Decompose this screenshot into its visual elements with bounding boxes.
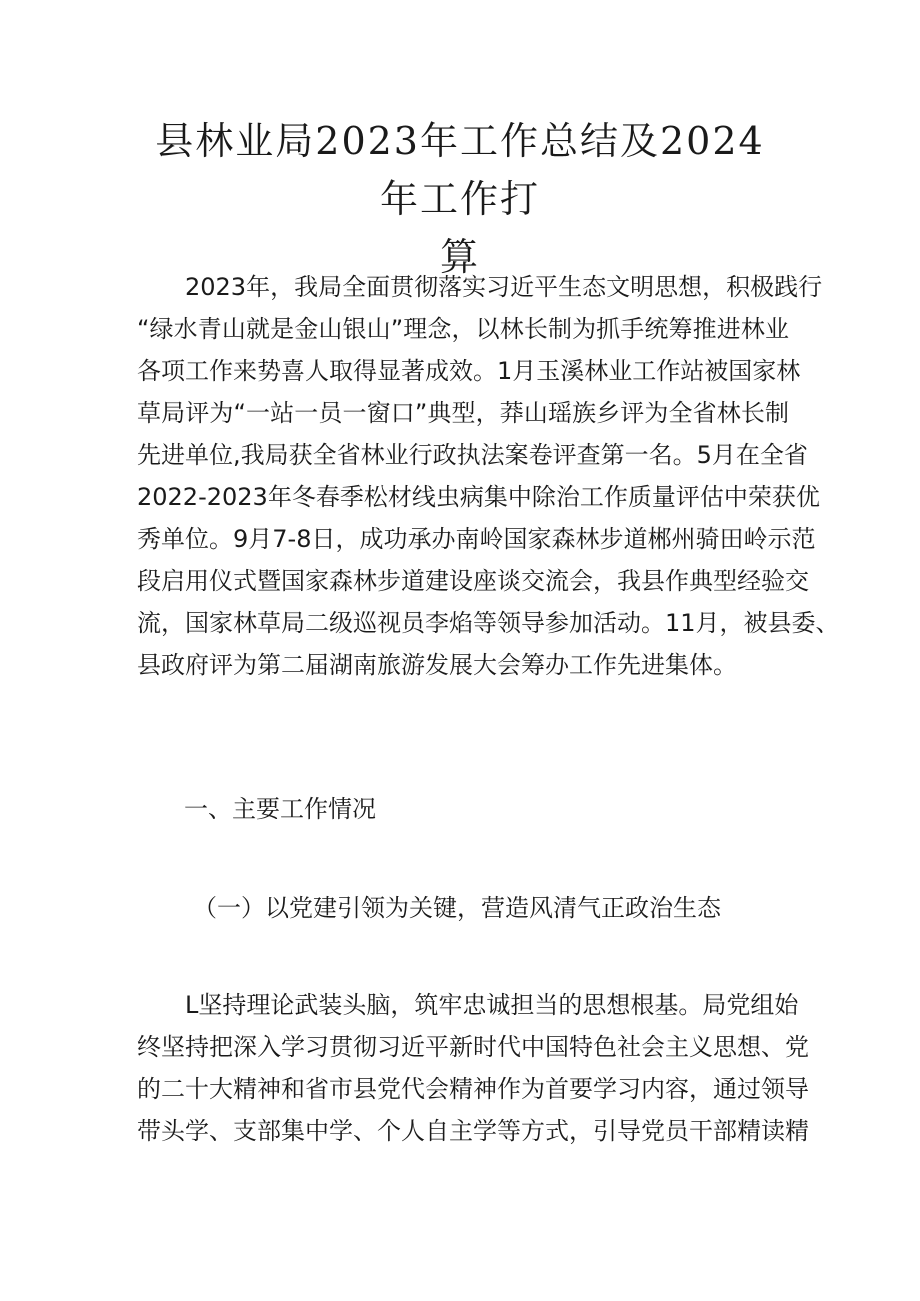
- intro-paragraph: [137, 266, 840, 686]
- paragraph-line: 段启用仪式暨国家森林步道建设座谈交流会，我县作典型经验交: [137, 567, 809, 595]
- paragraph-line: 县政府评为第二届湖南旅游发展大会筹办工作先进集体。: [137, 651, 737, 679]
- title-line: 县林业局2023年工作总结及2024年工作打: [155, 119, 765, 221]
- title-line: 算: [439, 235, 480, 279]
- paragraph-line: 流，国家林草局二级巡视员李焰等领导参加活动。11月，被县委、: [137, 609, 840, 637]
- paragraph-line: 先进单位,我局获全省林业行政执法案卷评查第一名。5月在全省: [137, 441, 808, 469]
- section-heading: 一、主要工作情况: [184, 795, 376, 823]
- paragraph-line: 草局评为“一站一员一窗口”典型，莽山瑶族乡评为全省林长制: [137, 399, 789, 427]
- paragraph-line: “绿水青山就是金山银山”理念，以林长制为抓手统筹推进林业: [137, 315, 789, 343]
- subsection-heading: （一）以党建引领为关键，营造风清气正政治生态: [193, 894, 721, 922]
- item-paragraph: [137, 984, 809, 1152]
- paragraph-line: 各项工作来势喜人取得显著成效。1月玉溪林业工作站被国家林: [137, 357, 801, 385]
- paragraph-line: 带头学、支部集中学、个人自主学等方式，引导党员干部精读精: [137, 1117, 809, 1145]
- paragraph-line: 2022-2023年冬春季松材线虫病集中除治工作质量评估中荣获优: [137, 483, 820, 511]
- paragraph-line: L坚持理论武装头脑，筑牢忠诚担当的思想根基。局党组始: [185, 991, 799, 1019]
- paragraph-line: 2023年，我局全面贯彻落实习近平生态文明思想，积极践行: [185, 273, 823, 301]
- paragraph-line: 的二十大精神和省市县党代会精神作为首要学习内容，通过领导: [137, 1075, 809, 1103]
- paragraph-line: 秀单位。9月7-8日，成功承办南岭国家森林步道郴州骑田岭示范: [137, 525, 816, 553]
- document-title: [140, 112, 780, 286]
- paragraph-line: 终坚持把深入学习贯彻习近平新时代中国特色社会主义思想、党: [137, 1033, 809, 1061]
